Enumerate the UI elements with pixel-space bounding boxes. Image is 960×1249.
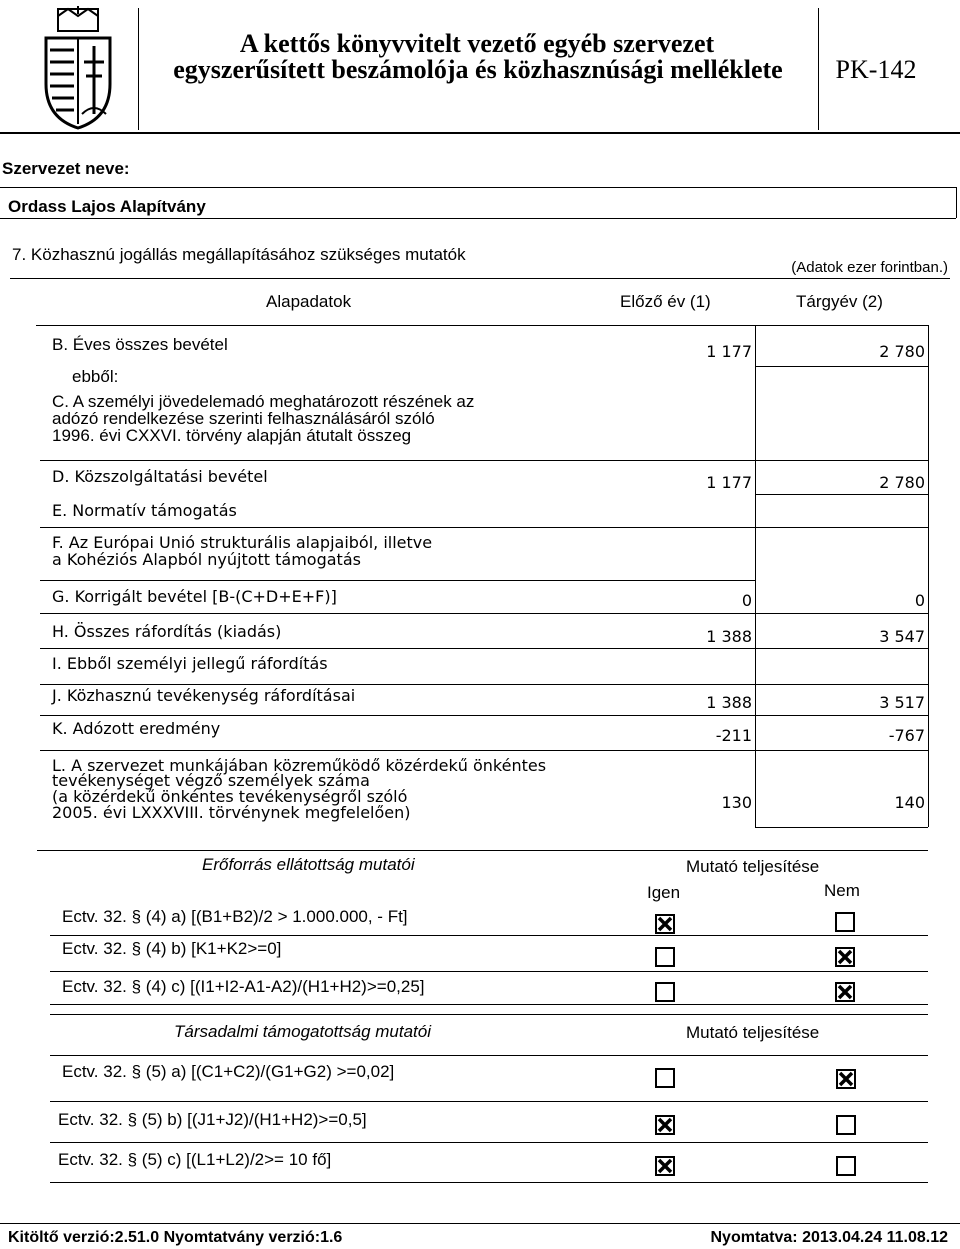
col-header-prev: Előző év (1) [620, 292, 711, 311]
resource-item-c: Ectv. 32. § (4) c) [(I1+I2-A1-A2)/(H1+H2)>=0,25] [62, 977, 425, 996]
row-d-curr: 2 780 [879, 473, 925, 492]
row-h-prev: 1 388 [706, 627, 752, 646]
check-x-icon [657, 1158, 673, 1174]
col-header-curr: Tárgyév (2) [796, 292, 883, 311]
resource-c-yes-checkbox[interactable] [655, 982, 675, 1002]
check-x-icon [837, 984, 853, 1000]
row-l-line4: 2005. évi LXXXVIII. törvénynek megfelelően) [52, 803, 411, 822]
social-item-b: Ectv. 32. § (5) b) [(J1+J2)/(H1+H2)>=0,5] [58, 1110, 367, 1129]
check-x-icon [657, 1117, 673, 1133]
resource-a-no-checkbox[interactable] [835, 912, 855, 932]
footer-version: Kitöltő verzió:2.51.0 Nyomtatvány verzió:1.6 [8, 1229, 343, 1246]
row-d-prev: 1 177 [706, 473, 752, 492]
section-title: 7. Közhasznú jogállás megállapításához szükséges mutatók [12, 245, 466, 264]
row-e-label: E. Normatív támogatás [52, 501, 237, 520]
row-l-line3: (a közérdekű önkéntes tevékenységről szóló [52, 787, 408, 806]
coat-of-arms-icon [40, 6, 116, 130]
row-b-curr: 2 780 [879, 342, 925, 361]
row-h-curr: 3 547 [879, 627, 925, 646]
row-c-line1: C. A személyi jövedelemadó meghatározott részének az [52, 392, 475, 411]
resource-b-yes-checkbox[interactable] [655, 947, 675, 967]
check-x-icon [657, 916, 673, 932]
row-ebbol-label: ebből: [72, 367, 119, 386]
row-h-label: H. Összes ráfordítás (kiadás) [52, 622, 282, 641]
row-b-prev: 1 177 [706, 342, 752, 361]
footer-printed: Nyomtatva: 2013.04.24 11.08.12 [710, 1229, 948, 1246]
social-item-a: Ectv. 32. § (5) a) [(C1+C2)/(G1+G2) >=0,02] [62, 1062, 395, 1081]
social-result-heading: Mutató teljesítése [686, 1023, 820, 1042]
social-b-no-checkbox[interactable] [836, 1115, 856, 1135]
social-item-c: Ectv. 32. § (5) c) [(L1+L2)/2>= 10 fő] [58, 1150, 332, 1169]
form-code: PK-142 [835, 55, 917, 84]
row-f-line2: a Kohéziós Alapból nyújtott támogatás [52, 550, 361, 569]
row-g-label: G. Korrigált bevétel [B-(C+D+E+F)] [52, 587, 337, 606]
row-j-curr: 3 517 [879, 693, 925, 712]
org-name-value: Ordass Lajos Alapítvány [8, 197, 206, 216]
social-a-yes-checkbox[interactable] [655, 1068, 675, 1088]
form-title-line1: A kettős könyvvitelt vezető egyéb szervezet [239, 29, 715, 58]
social-c-yes-checkbox[interactable] [655, 1156, 675, 1176]
resource-item-a: Ectv. 32. § (4) a) [(B1+B2)/2 > 1.000.000, - Ft] [62, 907, 408, 926]
resource-b-no-checkbox[interactable] [835, 947, 855, 967]
row-d-label: D. Közszolgáltatási bevétel [52, 467, 268, 486]
org-name-label: Szervezet neve: [2, 159, 130, 178]
check-x-icon [837, 949, 853, 965]
resource-item-b: Ectv. 32. § (4) b) [K1+K2>=0] [62, 939, 282, 958]
row-f-line1: F. Az Európai Unió strukturális alapjaiból, illetve [52, 533, 433, 552]
row-l-line1: L. A szervezet munkájában közreműködő közérdekű önkéntes [52, 756, 547, 775]
unit-note: (Adatok ezer forintban.) [791, 259, 948, 276]
row-c-line3: 1996. évi CXXVI. törvény alapján átutalt összeg [52, 426, 412, 445]
row-k-prev: -211 [715, 726, 752, 745]
social-c-no-checkbox[interactable] [836, 1156, 856, 1176]
row-l-line2: tevékenységet végző személyek száma [52, 771, 370, 790]
resource-a-yes-checkbox[interactable] [655, 914, 675, 934]
row-k-curr: -767 [888, 726, 925, 745]
social-a-no-checkbox[interactable] [836, 1069, 856, 1089]
form-title-line2: egyszerűsített beszámolója és közhasznúsági melléklete [173, 55, 783, 84]
row-j-prev: 1 388 [706, 693, 752, 712]
row-k-label: K. Adózott eredmény [52, 719, 221, 738]
row-c-line2: adózó rendelkezése szerinti felhasználásáról szóló [52, 409, 435, 428]
resource-c-no-checkbox[interactable] [835, 982, 855, 1002]
resources-heading: Erőforrás ellátottság mutatói [202, 855, 415, 874]
row-l-curr: 140 [894, 793, 925, 812]
row-g-curr: 0 [914, 591, 925, 610]
resources-yes-label: Igen [647, 883, 681, 902]
row-b-label: B. Éves összes bevétel [52, 335, 228, 354]
social-heading: Társadalmi támogatottság mutatói [174, 1022, 432, 1041]
check-x-icon [838, 1071, 854, 1087]
row-j-label: J. Közhasznú tevékenység ráfordításai [52, 686, 356, 705]
social-b-yes-checkbox[interactable] [655, 1115, 675, 1135]
col-header-base: Alapadatok [266, 292, 352, 311]
resources-no-label: Nem [824, 881, 860, 900]
resources-result-heading: Mutató teljesítése [686, 857, 820, 876]
row-l-prev: 130 [721, 793, 752, 812]
row-g-prev: 0 [741, 591, 752, 610]
row-i-label: I. Ebből személyi jellegű ráfordítás [52, 654, 328, 673]
